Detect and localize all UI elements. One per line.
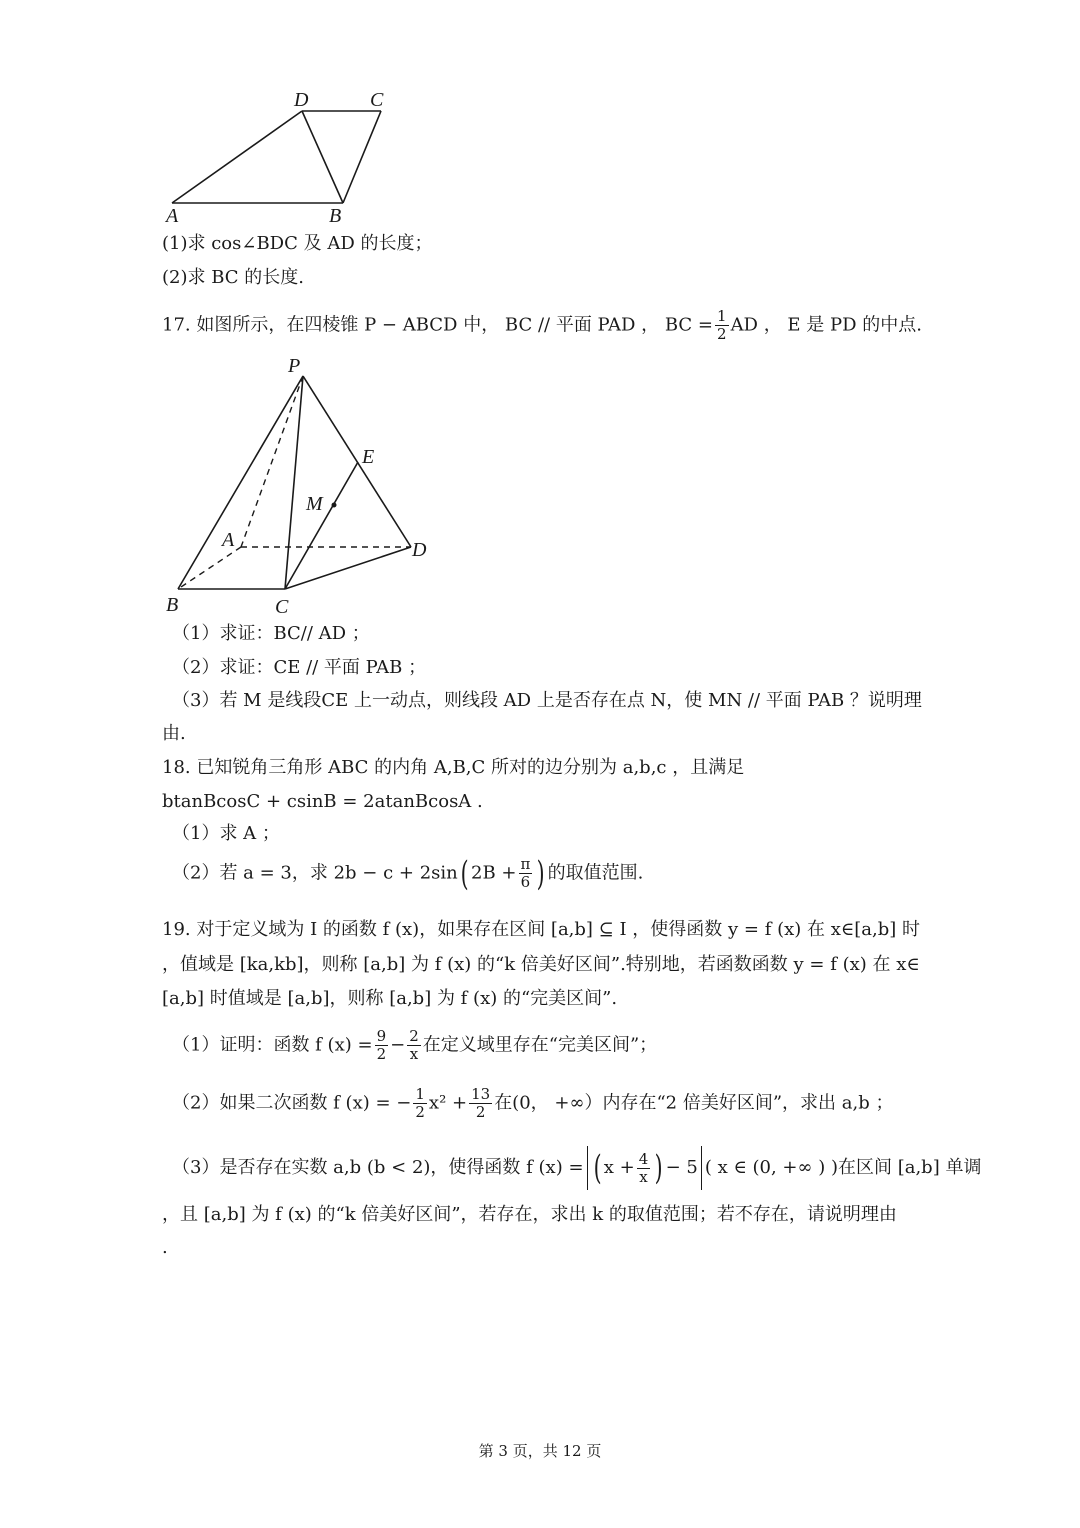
q18-fraction — [519, 856, 533, 891]
q16-part1: (1)求 cos∠BDC 及 AD 的长度； — [162, 233, 433, 254]
label-M: M — [306, 493, 323, 515]
q19-p1-frac2-den: x — [409, 1045, 419, 1063]
q19-p2-frac2 — [469, 1086, 492, 1121]
label-D: D — [412, 539, 427, 561]
q19-part2-b: 在(0， +∞）内存在“2 倍美好区间”，求出 a,b ； — [494, 1092, 894, 1114]
q19-p1-minus: − — [390, 1034, 406, 1056]
q16-part2: (2)求 BC 的长度. — [162, 267, 304, 288]
q17-part3: （3）若 M 是线段CE 上一动点，则线段 AD 上是否存在点 N，使 MN // 平面 PAB ？说明理 — [172, 690, 922, 711]
q19-part3-a: （3）是否存在实数 a,b (b < 2)，使得函数 f (x) = — [172, 1157, 584, 1178]
label-P: P — [288, 355, 301, 377]
q17-part1: （1）求证：BC// AD ； — [172, 623, 370, 644]
q19-p2-frac1-num: 1 — [415, 1085, 425, 1103]
edge-CB — [343, 111, 381, 203]
edge-CD — [285, 547, 411, 589]
q17-part3-cont: 由. — [162, 723, 186, 744]
page-footer: 第 3 页，共 12 页 — [478, 1442, 602, 1460]
label-B: B — [329, 205, 342, 227]
q18-part2-b: 的取值范围. — [547, 862, 644, 884]
q19-part3-cont: ，且 [a,b] 为 f (x) 的“k 倍美好区间”，若存在，求出 k 的取值范围；若不存在，请说明理由 — [162, 1204, 897, 1225]
q19-part3-d: ( x ∈ (0, +∞ ) )在区间 [a,b] 单调 — [704, 1157, 982, 1178]
point-M — [332, 503, 337, 508]
left-paren: ( — [460, 853, 469, 894]
edge-AD — [172, 111, 302, 203]
q17-stem-a: 17. 如图所示，在四棱锥 P − ABCD 中， BC // 平面 PAD ， BC = — [162, 314, 714, 336]
q19-p2-frac2-den: 2 — [475, 1103, 486, 1121]
q19-stem-2: ，值域是 [ka,kb]，则称 [a,b] 为 f (x) 的“k 倍美好区间”.特别地，若函数函数 y = f (x) 在 x∈ — [162, 954, 920, 975]
q19-p1-frac2 — [407, 1028, 421, 1063]
q18-part2-a: （2）若 a = 3，求 2b − c + 2sin — [172, 862, 458, 884]
q18-stem-1: 18. 已知锐角三角形 ABC 的内角 A,B,C 所对的边分别为 a,b,c ，且满足 — [162, 757, 745, 778]
q18-part2-inner: 2B + — [471, 862, 517, 884]
q17-part2: （2）求证：CE // 平面 PAB ； — [172, 657, 427, 678]
edge-PD — [303, 376, 411, 547]
q19-part3-inner: x + — [603, 1157, 635, 1178]
q19-p2-frac1 — [413, 1086, 427, 1121]
edge-PA — [241, 376, 303, 547]
label-C: C — [370, 89, 384, 111]
q18-part1: （1）求 A ； — [172, 823, 280, 844]
label-A: A — [222, 529, 235, 551]
label-E: E — [362, 446, 375, 468]
abs-bar-right — [701, 1146, 702, 1190]
edge-PB — [178, 376, 303, 589]
q19-p1-frac1-den: 2 — [376, 1045, 387, 1063]
q19-part2 — [172, 1086, 893, 1121]
q18-frac-den: 6 — [520, 873, 531, 891]
q19-part3 — [172, 1146, 981, 1190]
left-paren: ( — [593, 1148, 602, 1188]
q19-p3-frac-den: x — [639, 1167, 648, 1186]
q19-part1-a: （1）证明：函数 f (x) = — [172, 1034, 373, 1056]
q19-part1-b: 在定义域里存在“完美区间”； — [422, 1034, 658, 1056]
q18-frac-num: π — [520, 855, 531, 873]
q17-frac-num: 1 — [717, 307, 727, 325]
right-paren: ) — [537, 853, 545, 894]
q19-part2-a: （2）如果二次函数 f (x) = − — [172, 1092, 412, 1114]
q19-part1 — [172, 1028, 657, 1063]
q17-frac-den: 2 — [717, 325, 727, 343]
q19-p3-frac-num: 4 — [638, 1149, 649, 1168]
q19-part2-mid: x² + — [428, 1092, 468, 1114]
q19-p2-frac2-num: 13 — [471, 1085, 491, 1103]
right-paren: ) — [654, 1148, 663, 1188]
q19-part3-end: . — [162, 1237, 168, 1258]
q19-p2-frac1-den: 2 — [415, 1103, 425, 1121]
q19-stem-1: 19. 对于定义域为 I 的函数 f (x)，如果存在区间 [a,b] ⊆ I ，使得函数 y = f (x) 在 x∈[a,b] 时 — [162, 919, 920, 940]
edge-DB — [302, 111, 343, 203]
figure-pyramid — [0, 350, 1080, 620]
label-B: B — [166, 594, 179, 616]
label-A: A — [166, 205, 179, 227]
edge-CE — [285, 462, 358, 589]
q18-part2 — [172, 853, 644, 894]
q19-part3-c: − 5 — [665, 1157, 698, 1178]
q19-p1-frac1-num: 9 — [376, 1027, 387, 1045]
q19-stem-3: [a,b] 时值域是 [a,b]，则称 [a,b] 为 f (x) 的“完美区间”. — [162, 988, 618, 1009]
q19-p1-frac2-num: 2 — [409, 1027, 419, 1045]
q17-stem-b: AD ， E 是 PD 的中点. — [730, 314, 923, 336]
q19-p1-frac1 — [375, 1028, 389, 1063]
q18-stem-2: btanBcosC + csinB = 2atanBcosA . — [162, 791, 483, 812]
label-C: C — [275, 596, 289, 618]
abs-bar-left — [587, 1146, 588, 1190]
label-D: D — [294, 89, 309, 111]
q17-fraction — [715, 308, 729, 343]
q19-p3-frac — [637, 1151, 651, 1186]
edge-PC — [285, 376, 303, 589]
edge-AB — [178, 547, 241, 589]
q17-stem — [162, 308, 922, 343]
